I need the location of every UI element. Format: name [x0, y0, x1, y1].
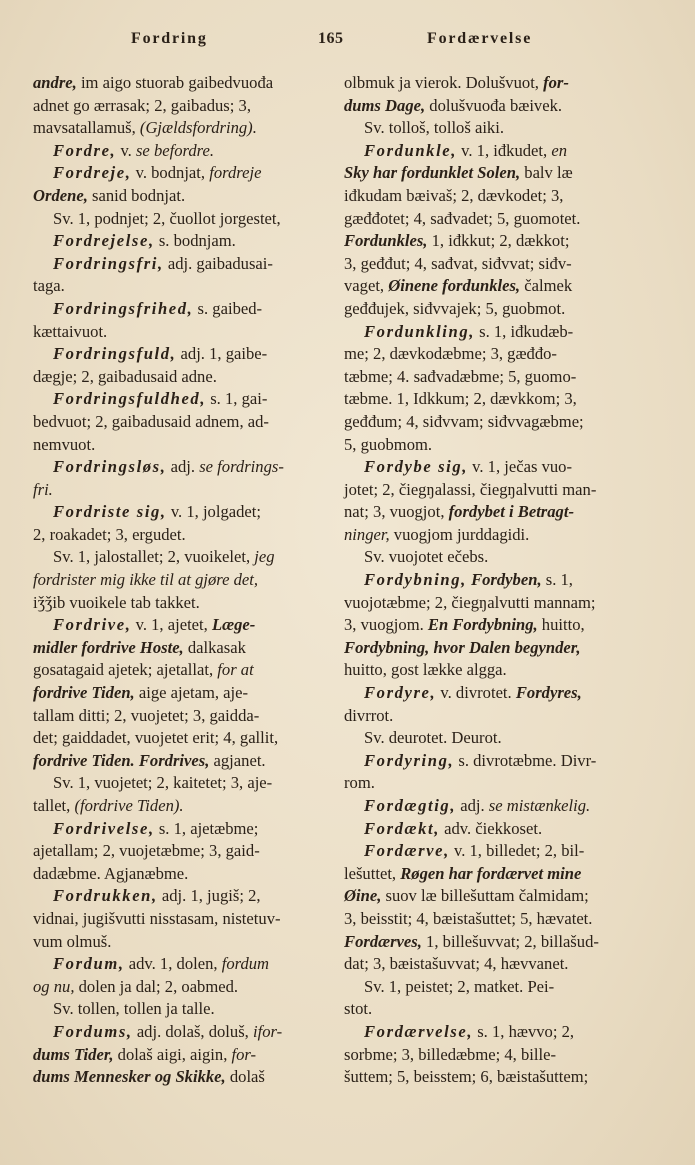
text-segment: 1, billešuvvat; 2, billašud-: [421, 931, 599, 951]
text-line: [33, 185, 325, 208]
text-segment: adj.: [456, 796, 489, 815]
text-line: [344, 637, 644, 660]
text-segment: 5, guobmom.: [344, 434, 433, 454]
text-segment: adv. čiekkoset.: [439, 818, 543, 838]
text-line: [33, 569, 325, 592]
text-line: [344, 772, 644, 795]
headword: Fordærvelse,: [364, 1021, 474, 1041]
text-segment: 3, beisstit; 4, bæistašuttet; 5, hævatet.: [344, 908, 593, 928]
text-segment: Fordybning, hvor Dalen begynder,: [344, 637, 581, 657]
text-segment: sanid bodnjat.: [87, 185, 186, 205]
text-line: [33, 1044, 325, 1067]
text-segment: fordybet i Betragt-: [448, 502, 574, 522]
page-header: [0, 30, 695, 58]
text-line: [344, 908, 644, 931]
text-line: [344, 1044, 644, 1067]
text-segment: aige ajetam, aje-: [134, 683, 249, 703]
text-segment: me; 2, dævkodæbme; 3, gæđđo-: [344, 344, 557, 364]
text-segment: fordreje: [209, 163, 262, 183]
text-segment: En Fordybning,: [427, 615, 538, 635]
text-segment: s. divrotæbme. Divr-: [454, 750, 597, 770]
text-line: [344, 682, 644, 705]
text-segment: adnet go ærrasak; 2, gaibadus; 3,: [33, 95, 251, 115]
text-segment: Sv. tolloš, tolloš aiki.: [364, 118, 504, 138]
text-segment: 3, geđđut; 4, sađvat, siđvvat; siđv-: [344, 253, 572, 273]
text-segment: for at: [217, 660, 254, 680]
headword: Fordærve,: [364, 841, 450, 861]
text-segment: fordrive Tiden. Fordrives,: [33, 750, 210, 770]
text-segment: 2, roakadet; 3, ergudet.: [33, 524, 186, 544]
headword: Fordrejelse,: [53, 231, 155, 251]
text-line: [344, 72, 644, 95]
page-number: 165: [318, 30, 344, 47]
text-line: [344, 321, 644, 344]
left-column: [33, 72, 325, 1089]
text-segment: stot.: [344, 999, 373, 1019]
text-segment: sorbme; 3, billedæbme; 4, bille-: [344, 1044, 556, 1064]
headword: Fordriste sig,: [53, 502, 167, 522]
text-line: [344, 840, 644, 863]
text-line: [33, 592, 325, 615]
text-line: [344, 953, 644, 976]
headword: Fordum,: [53, 954, 125, 974]
text-line: [344, 162, 644, 185]
text-segment: Sv. 1, peistet; 2, matket. Pei-: [364, 976, 555, 996]
text-segment: gæđđotet; 4, sađvadet; 5, guomotet.: [344, 208, 581, 228]
text-line: [344, 705, 644, 728]
text-segment: ajetallam; 2, vuojetæbme; 3, gaid-: [33, 841, 260, 861]
text-line: [344, 931, 644, 954]
text-line: [33, 479, 325, 502]
text-segment: nemvuot.: [33, 434, 96, 454]
text-segment: rom.: [344, 773, 375, 793]
text-line: [33, 727, 325, 750]
headword: Fordringsfri,: [53, 253, 164, 273]
text-segment: vuogjom jurddagidi.: [389, 524, 530, 544]
text-segment: čalmek: [520, 276, 573, 296]
text-line: [344, 253, 644, 276]
text-line: [344, 434, 644, 457]
text-segment: Røgen har fordærvet mine: [400, 863, 582, 883]
text-segment: adj. dolaš, doluš,: [132, 1021, 253, 1041]
text-line: [344, 1066, 644, 1089]
text-segment: det; gaiddadet, vuojetet erit; 4, gallit,: [33, 728, 279, 748]
text-segment: nat; 3, vuogjot,: [344, 502, 449, 522]
text-segment: Læge-: [211, 615, 256, 635]
text-line: [344, 546, 644, 569]
text-line: [33, 705, 325, 728]
text-segment: tallet,: [33, 796, 75, 815]
text-line: [344, 140, 644, 163]
text-segment: dalkasak: [183, 637, 246, 657]
headword: Fordreje,: [53, 163, 132, 183]
text-line: [33, 321, 325, 344]
text-line: [344, 727, 644, 750]
text-line: [344, 1021, 644, 1044]
text-segment: dums Dage,: [344, 95, 426, 115]
text-line: [33, 614, 325, 637]
text-segment: v. divrotet.: [436, 683, 516, 703]
text-line: [33, 659, 325, 682]
text-line: [33, 998, 325, 1021]
text-segment: v. 1, ječas vuo-: [468, 457, 573, 477]
text-segment: adj. 1, jugiš; 2,: [157, 886, 261, 906]
text-line: [344, 208, 644, 231]
text-segment: olbmuk ja vierok. Dolušvuot,: [344, 73, 544, 92]
text-segment: huitto, gost lække algga.: [344, 660, 507, 680]
headword: Fordrive,: [53, 615, 132, 635]
text-line: [33, 637, 325, 660]
text-line: [344, 366, 644, 389]
text-segment: adv. 1, dolen,: [124, 954, 222, 974]
text-line: [344, 592, 644, 615]
text-line: [33, 795, 325, 818]
text-line: [344, 298, 644, 321]
text-segment: dolaš aigi, aigin,: [113, 1044, 232, 1064]
headword: Fordrukken,: [53, 886, 158, 906]
text-line: [344, 343, 644, 366]
text-segment: se fordrings-: [199, 457, 284, 477]
text-line: [33, 253, 325, 276]
text-segment: tæbme; 4. sađvadæbme; 5, guomo-: [344, 366, 577, 386]
text-segment: dadæbme. Agjanæbme.: [33, 863, 189, 883]
text-line: [33, 931, 325, 954]
headword: Fordrivelse,: [53, 818, 155, 838]
text-line: [33, 908, 325, 931]
text-line: [33, 411, 325, 434]
text-segment: dægje; 2, gaibadusaid adne.: [33, 366, 217, 386]
text-segment: og nu,: [33, 976, 75, 996]
text-segment: s. 1, iđkudæb-: [474, 321, 574, 341]
text-line: [344, 185, 644, 208]
text-segment: ninger,: [344, 524, 390, 544]
text-segment: dums Tider,: [33, 1044, 114, 1064]
text-segment: Sky har fordunklet Solen,: [344, 163, 521, 183]
text-segment: ifor-: [252, 1021, 283, 1041]
text-line: [344, 95, 644, 118]
text-segment: Sv. 1, jalostallet; 2, vuoikelet,: [53, 547, 255, 567]
text-segment: dolen ja dal; 2, oabmed.: [74, 976, 239, 996]
text-segment: taga.: [33, 276, 65, 296]
text-segment: vum olmuš.: [33, 931, 112, 951]
text-segment: huitto,: [537, 615, 585, 635]
header-right-word: Fordærvelse: [427, 30, 533, 47]
text-line: [33, 366, 325, 389]
text-line: [344, 818, 644, 841]
text-segment: andre,: [33, 73, 77, 92]
text-line: [33, 434, 325, 457]
text-segment: dums Mennesker og Skikke,: [33, 1067, 226, 1087]
headword: Fordyring,: [364, 750, 455, 770]
text-line: [33, 976, 325, 999]
text-segment: Sv. deurotet. Deurot.: [364, 728, 502, 748]
text-line: [33, 343, 325, 366]
text-line: [33, 501, 325, 524]
text-segment: im aigo stuorab gaibedvuođa: [76, 73, 274, 92]
text-line: [33, 818, 325, 841]
text-segment: en: [551, 140, 567, 160]
text-line: [344, 230, 644, 253]
text-segment: adj.: [166, 457, 200, 477]
text-segment: (fordrive Tiden).: [74, 796, 184, 815]
text-line: [33, 1021, 325, 1044]
text-segment: v. bodnjat,: [131, 163, 210, 183]
text-segment: balv læ: [520, 163, 573, 183]
text-line: [344, 275, 644, 298]
text-segment: fordrister mig ikke til at gjøre det,: [33, 570, 259, 590]
headword: Fordækt,: [364, 818, 440, 838]
text-line: [344, 750, 644, 773]
text-segment: 1, iđkkut; 2, dækkot;: [427, 231, 570, 251]
text-segment: lešuttet,: [344, 863, 401, 883]
text-line: [344, 614, 644, 637]
text-line: [33, 208, 325, 231]
text-line: [33, 750, 325, 773]
headword: Fordunkling,: [364, 321, 475, 341]
text-segment: šuttem; 5, beisstem; 6, bæistašuttem;: [344, 1067, 589, 1087]
text-segment: adj. 1, gaibe-: [176, 344, 268, 364]
text-segment: Sv. vuojotet ečebs.: [364, 547, 489, 567]
text-segment: s. bodnjam.: [154, 231, 236, 251]
text-segment: jotet; 2, čiegŋalassi, čiegŋalvutti man-: [344, 479, 597, 499]
text-segment: bedvuot; 2, gaibadusaid adnem, ad-: [33, 411, 269, 431]
text-segment: agjanet.: [209, 750, 266, 770]
text-line: [33, 388, 325, 411]
text-line: [33, 682, 325, 705]
headword: Fordringsfuldhed,: [53, 389, 207, 409]
text-line: [33, 140, 325, 163]
text-segment: se befordre.: [135, 140, 215, 160]
text-segment: Ordene,: [33, 185, 88, 205]
text-segment: vaget,: [344, 276, 389, 296]
headword: Fordringsfrihed,: [53, 298, 194, 318]
text-line: [344, 501, 644, 524]
text-segment: jeg: [254, 547, 275, 567]
text-segment: Øinene fordunkles,: [388, 276, 521, 296]
text-segment: midler fordrive Hoste,: [33, 637, 184, 657]
text-line: [33, 1066, 325, 1089]
text-segment: v.: [116, 140, 136, 160]
headword: Fordringsfuld,: [53, 344, 177, 364]
text-line: [33, 162, 325, 185]
text-line: [33, 230, 325, 253]
text-line: [344, 524, 644, 547]
headword: Fordybe sig,: [364, 457, 469, 477]
text-segment: vidnai, jugišvutti nisstasam, nistetuv-: [33, 908, 281, 928]
text-segment: s. 1,: [541, 570, 573, 590]
text-segment: for-: [543, 73, 569, 92]
text-line: [344, 998, 644, 1021]
text-segment: tallam ditti; 2, vuojetet; 3, gaidda-: [33, 705, 260, 725]
text-segment: Sv. 1, vuojetet; 2, kaitetet; 3, aje-: [53, 773, 273, 793]
text-line: [344, 456, 644, 479]
text-segment: s. 1, hævvo; 2,: [473, 1021, 575, 1041]
text-line: [344, 479, 644, 502]
text-segment: Sv. 1, podnjet; 2, čuollot jorgestet,: [53, 208, 281, 228]
text-line: [344, 659, 644, 682]
text-segment: mavsatallamuš,: [33, 118, 140, 138]
text-line: [33, 546, 325, 569]
text-segment: iǯǯib vuoikele tab takket.: [33, 592, 200, 612]
text-segment: dolaš: [225, 1067, 265, 1087]
text-line: [33, 885, 325, 908]
text-segment: geđđujek, siđvvajek; 5, guobmot.: [344, 298, 566, 318]
text-line: [33, 772, 325, 795]
text-line: [33, 456, 325, 479]
text-line: [344, 569, 644, 592]
text-line: [33, 524, 325, 547]
text-segment: Fordunkles,: [344, 231, 428, 251]
text-segment: iđkudam bæivaš; 2, dævkodet; 3,: [344, 185, 564, 205]
headword: Fordybning,: [364, 570, 467, 590]
headword: Fordringsløs,: [53, 457, 167, 477]
text-segment: Øine,: [344, 886, 382, 906]
text-line: [33, 953, 325, 976]
text-line: [344, 976, 644, 999]
text-segment: fordrive Tiden,: [33, 683, 135, 703]
text-segment: gosatagaid ajetek; ajetallat,: [33, 660, 218, 680]
text-segment: fordum: [221, 954, 270, 974]
text-segment: s. 1, ajetæbme;: [154, 818, 259, 838]
text-line: [344, 117, 644, 140]
text-line: [344, 411, 644, 434]
text-segment: (Gjældsfordring).: [139, 118, 257, 138]
text-line: [33, 72, 325, 95]
text-line: [33, 298, 325, 321]
text-segment: dolušvuođa bæivek.: [425, 95, 563, 115]
text-line: [344, 388, 644, 411]
text-segment: tæbme. 1, Idkkum; 2, dævkkom; 3,: [344, 389, 577, 409]
text-line: [33, 863, 325, 886]
text-segment: fri.: [33, 479, 53, 499]
text-segment: v. 1, ajetet,: [131, 615, 212, 635]
text-line: [33, 95, 325, 118]
text-segment: Sv. tollen, tollen ja talle.: [53, 999, 215, 1019]
text-line: [344, 885, 644, 908]
text-segment: Fordyben,: [471, 570, 542, 590]
text-segment: divrrot.: [344, 705, 394, 725]
text-segment: suov læ billešuttam čalmidam;: [381, 886, 589, 906]
headword: Fordums,: [53, 1021, 133, 1041]
text-segment: v. 1, jolgadet;: [166, 502, 262, 522]
text-segment: v. 1, billedet; 2, bil-: [449, 841, 585, 861]
text-segment: adj. gaibadusai-: [163, 253, 273, 273]
text-segment: 3, vuogjom.: [344, 615, 428, 635]
headword: Fordre,: [53, 140, 117, 160]
headword: Fordyre,: [364, 683, 437, 703]
text-segment: Fordyres,: [515, 683, 582, 703]
text-segment: for-: [231, 1044, 257, 1064]
text-segment: v. 1, iđkudet,: [457, 140, 552, 160]
headword: Fordægtig,: [364, 796, 457, 815]
text-segment: kættaivuot.: [33, 321, 108, 341]
right-column: [344, 72, 644, 1089]
text-line: [344, 863, 644, 886]
text-line: [33, 840, 325, 863]
text-segment: s. 1, gai-: [206, 389, 268, 409]
text-segment: Fordærves,: [344, 931, 422, 951]
text-line: [344, 795, 644, 818]
text-line: [33, 275, 325, 298]
text-segment: se mistænkelig.: [488, 796, 591, 815]
text-line: [33, 117, 325, 140]
text-segment: geđđum; 4, siđvvam; siđvvagæbme;: [344, 411, 584, 431]
text-segment: vuojotæbme; 2, čiegŋalvutti mannam;: [344, 592, 596, 612]
headword: Fordunkle,: [364, 140, 457, 160]
text-segment: dat; 3, bæistašuvvat; 4, hævvanet.: [344, 954, 569, 974]
header-left-word: Fordring: [131, 30, 208, 47]
text-segment: s. gaibed-: [193, 298, 263, 318]
